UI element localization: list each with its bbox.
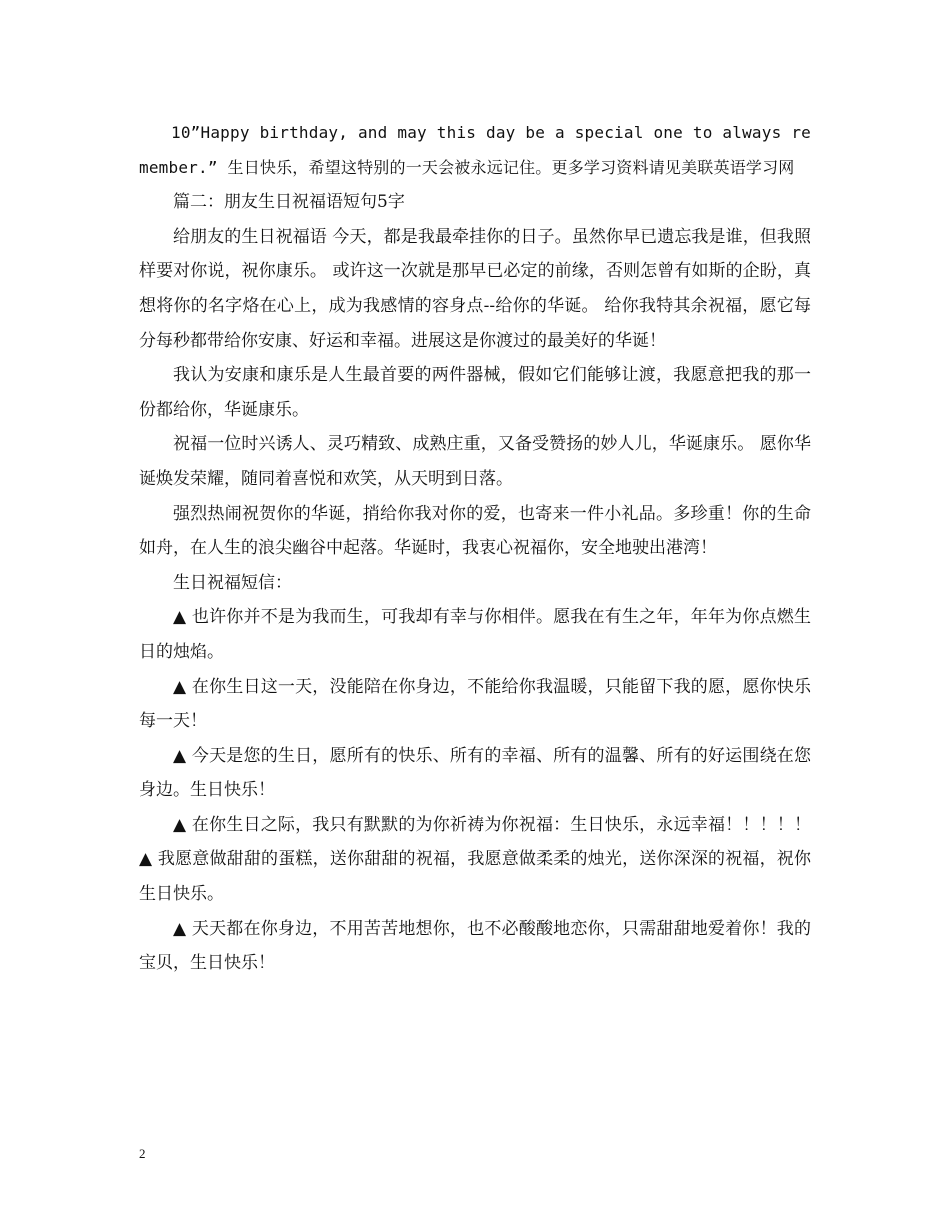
page-number: 2 [139,1146,146,1161]
subheading-birthday-sms: 生日祝福短信： [173,572,292,593]
paragraph-health-happiness: 我认为安康和康乐是人生最首要的两件器械，假如它们能够让渡，我愿意把我的那一份都给你，华诞康乐。 [139,365,811,420]
paragraph-warm-congratulations: 强烈热闹祝贺你的华诞，捎给你我对你的爱，也寄来一件小礼品。多珍重！你的生命如舟，在人生的浪尖幽谷中起落。华诞时，我衷心祝福你，安全地驶出港湾！ [139,503,811,559]
section-heading-part-two: 篇二：朋友生日祝福语短句5字 [173,192,405,213]
paragraph-charming-person: 祝福一位时兴诱人、灵巧精致、成熟庄重，又备受赞扬的妙人儿，华诞康乐。 愿你华诞焕发荣耀，随同着喜悦和欢笑，从天明到日落。 [139,434,811,489]
sms-item-4: ▲ 在你生日之际，我只有默默的为你祈祷为你祝福：生日快乐，永远幸福！！！！！▲ 我愿意做甜甜的蛋糕，送你甜甜的祝福，我愿意做柔柔的烛光，送你深深的祝福，祝你生日快乐。 [139,814,811,905]
paragraph-birthday-english-quote: 10”Happy birthday, and may this day be a special one to always remember.” 生日快乐，希望这特别的一天会被永远记住。更多学习资料请见美联英语学习网 [139,123,811,177]
sms-item-5: ▲ 天天都在你身边，不用苦苦地想你，也不必酸酸地恋你，只需甜甜地爱着你！我的宝贝，生日快乐！ [139,918,811,974]
sms-item-3: ▲ 今天是您的生日，愿所有的快乐、所有的幸福、所有的温馨、所有的好运围绕在您身边。生日快乐！ [139,745,811,801]
sms-item-2: ▲ 在你生日这一天，没能陪在你身边，不能给你我温暖，只能留下我的愿，愿你快乐每一天！ [139,676,811,732]
document-body [139,116,811,981]
sms-item-1: ▲ 也许你并不是为我而生，可我却有幸与你相伴。愿我在有生之年，年年为你点燃生日的烛焰。 [139,607,811,662]
paragraph-friend-wishes: 给朋友的生日祝福语 今天，都是我最牵挂你的日子。虽然你早已遗忘我是谁，但我照样要对你说，祝你康乐。 或许这一次就是那早已必定的前缘，否则怎曾有如斯的企盼，真想将你的名字烙在心上，成为我感情的容身点--给你的华诞。 给你我特其余祝福，愿它每分每秒都带给你安康、好运和幸福。进展这是你渡过的最美好的华诞！ [139,226,811,351]
